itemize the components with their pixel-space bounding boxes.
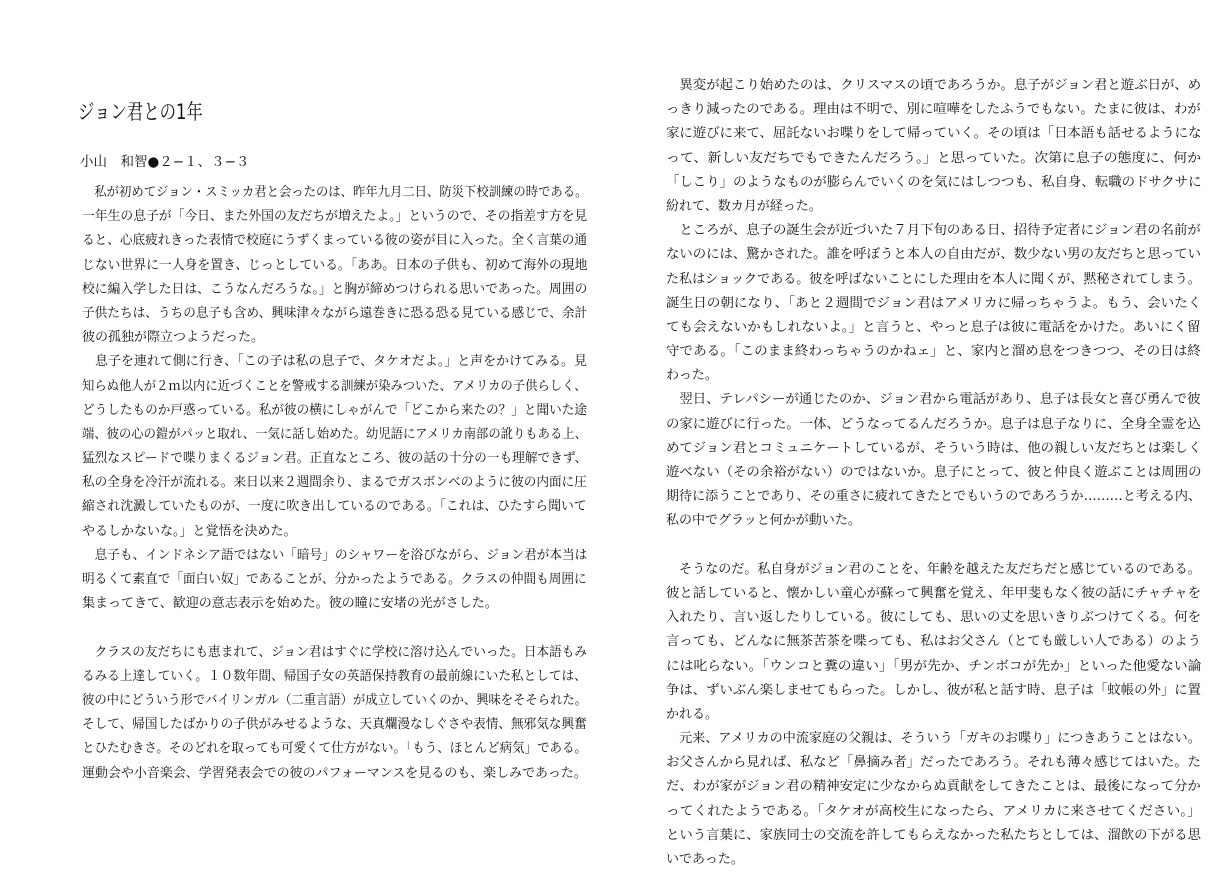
- paragraph: [82, 181, 587, 350]
- text-line: かれる。: [666, 706, 719, 722]
- paragraph-gap: [666, 534, 1201, 558]
- text-line: 紛れて、数カ月が経った。: [666, 198, 822, 214]
- text-line: 運動会や小音楽会、学習発表会での彼のパフォーマンスを見るのも、楽しみであった。: [82, 765, 587, 781]
- paragraph: [666, 74, 1201, 219]
- text-line: っきり減ったのである。理由は不明で、別に喧嘩をしたふうでもない。たまに彼は、わが: [666, 102, 1201, 118]
- paragraph: [82, 544, 587, 617]
- right-page: [614, 0, 1227, 891]
- text-line: 私の全身を冷汗が流れる。来日以来２週間余り、まるでガスボンベのように彼の内面に圧: [82, 475, 587, 491]
- text-line: 縮され沈澱していたものが、一度に吹き出しているのである。「これは、ひたすら聞いて: [82, 499, 587, 515]
- text-line: だ、わが家がジョン君の精神安定に少なからぬ貢献をしてきたことは、最後になって分か: [666, 779, 1201, 795]
- text-line: わった。: [666, 368, 718, 384]
- text-line: って、新しい友だちでもできたんだろう。」と思っていた。次第に息子の態度に、何か: [666, 150, 1202, 166]
- text-line: ると、心底疲れきった表情で校庭にうずくまっている彼の姿が目に入った。全く言葉の通: [82, 233, 588, 249]
- text-line: 守である。「このまま終わっちゃうのかねェ」と、家内と溜め息をつきつつ、その日は終: [666, 344, 1201, 360]
- text-line: ところが、息子の誕生会が近づいた７月下旬のある日、招待予定者にジョン君の名前が: [666, 223, 1201, 239]
- text-line: ないのには、驚かされた。誰を呼ぼうと本人の自由だが、数少ない男の友だちと思ってい: [666, 247, 1201, 263]
- text-line: 端、彼の心の鎧がパッと取れ、一気に話し始めた。幼児語にアメリカ南部の訛りもある上、: [82, 426, 587, 442]
- text-line: 「しこり」のようなものが膨らんでいくのを気にはしつつも、私自身、転職のドサクサに: [666, 174, 1202, 190]
- text-line: 争は、ずいぶん楽しませてもらった。しかし、彼が私と話す時、息子は「蚊帳の外」に置: [666, 682, 1201, 698]
- text-line: いであった。: [666, 852, 744, 867]
- text-line: どうしたものか戸惑っている。私が彼の横にしゃがんで「どこから来たの？」と聞いた途: [82, 402, 588, 418]
- text-line: 元来、アメリカの中流家庭の父親は、そういう「ガキのお喋り」につきあうことはない。: [666, 731, 1201, 747]
- right-body: [666, 74, 1201, 872]
- text-line: 私の中でグラッと何かが動いた。: [666, 513, 861, 529]
- text-line: 翌日、テレパシーが通じたのか、ジョン君から電話があり、息子は長女と喜び勇んで彼: [666, 392, 1201, 408]
- text-line: た私はショックである。彼を呼ばないことにした理由を本人に聞くが、黙秘されてしまう。: [666, 271, 1201, 287]
- text-line: お父さんから見れば、私など「鼻摘み者」だったであろう。それも薄々感じてはいた。た: [666, 755, 1201, 771]
- text-line: やるしかないな。」と覚悟を決めた。: [82, 523, 297, 539]
- left-body: [82, 181, 587, 786]
- text-line: 彼の中にどういう形でバイリンガル（二重言語）が成立していくのか、興味をそそられた。: [82, 692, 588, 708]
- text-line: 私が初めてジョン・スミッカ君と会ったのは、昨年九月二日、防災下校訓練の時である。: [82, 185, 588, 200]
- text-line: ってくれたようである。「タケオが高校生になったら、アメリカに来させてください。」: [666, 803, 1201, 819]
- text-line: 猛烈なスピードで喋りまくるジョン君。正直なところ、彼の話の十分の一も理解できず、: [82, 451, 588, 467]
- text-line: 彼と話していると、懐かしい童心が蘇って興奮を覚え、年甲斐もなく彼の話にチャチャを: [666, 585, 1201, 601]
- text-line: 一年生の息子が「今日、また外国の友だちが増えたよ。」というので、その指差す方を見: [82, 209, 588, 225]
- text-line: るみる上達していく。１０数年間、帰国子女の英語保持教育の最前線にいた私としては、: [82, 668, 587, 684]
- text-line: 言っても、どんなに無茶苦茶を喋っても、私はお父さん（とても厳しい人である）のよう: [666, 634, 1201, 650]
- text-line: 彼の孤独が際立つようだった。: [82, 330, 265, 346]
- text-line: 子供たちは、うちの息子も含め、興味津々ながら遠巻きに恐る恐る見ている感じで、余計: [82, 305, 588, 321]
- text-line: じない世界に一人身を置き、じっとしている。「ああ。日本の子供も、初めて海外の現地: [82, 257, 588, 273]
- text-line: 息子を連れて側に行き、「この子は私の息子で、タケオだよ。」と声をかけてみる。見: [82, 354, 587, 370]
- text-line: そうなのだ。私自身がジョン君のことを、年齢を越えた友だちだと感じているのである。: [666, 561, 1201, 577]
- text-line: という言葉に、家族同士の交流を許してもらえなかった私たちとしては、溜飲の下がる思: [666, 827, 1201, 843]
- article-title: ジョン君との1年: [78, 100, 203, 124]
- paragraph: [666, 558, 1201, 727]
- text-line: ても会えないかもしれないよ。」と言うと、やっと息子は彼に電話をかけた。あいにく留: [666, 319, 1201, 335]
- text-line: そして、帰国したばかりの子供がみせるような、天真爛漫なしぐさや表情、無邪気な興奮: [82, 717, 587, 733]
- text-line: には叱らない。「ウンコと糞の違い」「男が先か、チンボコが先か」といった他愛ない論: [666, 658, 1202, 674]
- text-line: 集まってきて、歓迎の意志表示を始めた。彼の瞳に安堵の光がさした。: [82, 596, 498, 612]
- text-line: 遊べない（その余裕がない）のではないか。息子にとって、彼と仲良く遊ぶことは周囲の: [666, 465, 1202, 480]
- text-line: 入れたり、言い返したりしている。彼にしても、思いの丈を思いきりぶつけてくる。何を: [666, 610, 1201, 626]
- text-line: 校に編入学した日は、こうなんだろうな。」と胸が締めつけられる思いであった。周囲の: [82, 281, 588, 297]
- paragraph: [666, 727, 1201, 872]
- text-line: 家に遊びに来て、屈託ないお喋りをして帰っていく。その頃は「日本語も話せるようにな: [666, 126, 1202, 142]
- paragraph-gap: [82, 616, 587, 640]
- article-author: 小山 和智●２−１、３−３: [80, 154, 250, 170]
- text-line: クラスの友だちにも恵まれて、ジョン君はすぐに学校に溶け込んでいった。日本語もみ: [82, 644, 588, 660]
- text-line: 異変が起こり始めたのは、クリスマスの頃であろうか。息子がジョン君と遊ぶ日が、め: [666, 78, 1202, 93]
- text-line: 知らぬ他人が２ｍ以内に近づくことを警戒する訓練が染みついた、アメリカの子供らしく、: [82, 378, 587, 394]
- paragraph: [666, 219, 1201, 388]
- paragraph: [82, 350, 587, 544]
- paragraph: [82, 641, 587, 786]
- text-line: 息子も、インドネシア語ではない「暗号」のシャワーを浴びながら、ジョン君が本当は: [82, 547, 588, 563]
- paragraph: [666, 388, 1201, 533]
- text-line: めてジョン君とコミュニケートしているが、そういう時は、他の親しい友だちとは楽しく: [666, 440, 1202, 456]
- text-line: 明るくて素直で「面白い奴」であることが、分かったようである。クラスの仲間も周囲に: [82, 572, 587, 587]
- text-line: 誕生日の朝になり、「あと２週間でジョン君はアメリカに帰っちゃうよ。もう、会いたく: [666, 295, 1202, 311]
- text-line: とひたむきさ。そのどれを取っても可愛くて仕方がない。「もう、ほとんど病気」である。: [82, 741, 587, 757]
- text-line: 期待に添うことであり、その重さに疲れてきたとでもいうのであろうか………と考える内、: [666, 489, 1202, 505]
- text-line: の家に遊びに行った。一体、どうなってるんだろうか。息子は息子なりに、全身全霊を込: [666, 416, 1201, 432]
